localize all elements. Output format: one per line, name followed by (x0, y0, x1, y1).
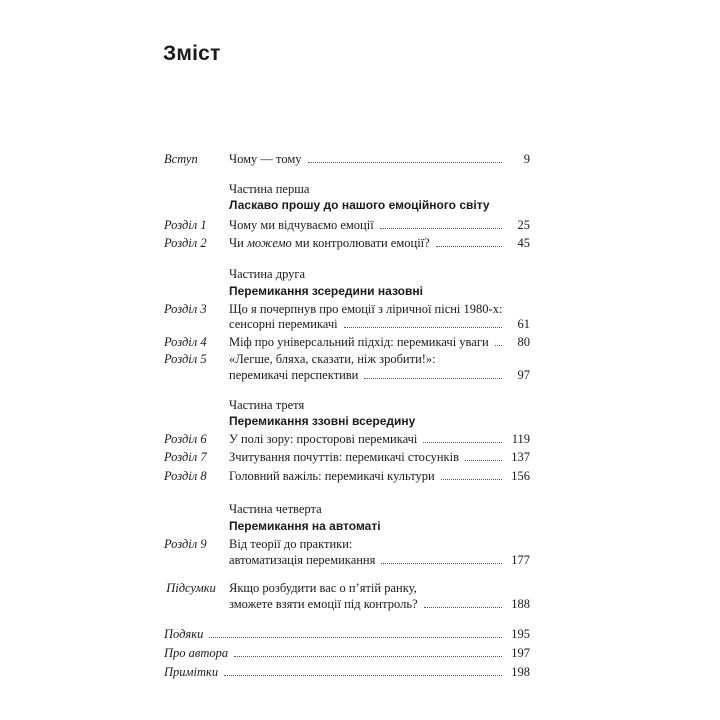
text-part: ми контролювати емоції? (291, 236, 430, 250)
dot-leader (465, 459, 502, 461)
toc-entry-text: перемикачі перспективи (229, 368, 359, 382)
part-title-4: Перемикання на автоматі (229, 519, 381, 533)
toc-label-notes: Примітки (164, 665, 219, 679)
page-number: 195 (511, 627, 530, 641)
toc-label-ch8: Розділ 8 (164, 469, 207, 483)
toc-entry-ch5-line1[interactable]: «Легше, бляха, сказати, ніж зробити!»: (229, 352, 436, 366)
dot-leader (495, 344, 502, 346)
toc-entry-text: автоматизація перемикання (229, 553, 376, 567)
toc-entry-text: Міф про універсальний підхід: перемикачі уваги (229, 335, 489, 349)
page-number: 137 (511, 450, 530, 464)
part-heading-4: Частина четверта (229, 502, 322, 516)
toc-label-ch1: Розділ 1 (164, 218, 207, 232)
dot-leader (308, 161, 502, 163)
dot-leader (424, 606, 502, 608)
toc-entry-ch8[interactable] (229, 469, 530, 484)
toc-label-summary: Підсумки (166, 581, 216, 595)
dot-leader (364, 377, 502, 379)
dot-leader (224, 674, 502, 676)
toc-entry-ch5[interactable] (229, 368, 530, 383)
toc-entry-text: зможете взяти емоції під контроль? (229, 597, 418, 611)
toc-label-intro: Вступ (164, 152, 198, 166)
toc-entry-ch1[interactable] (229, 218, 530, 233)
dot-leader (436, 245, 502, 247)
dot-leader (380, 227, 502, 229)
toc-label-ch2: Розділ 2 (164, 236, 207, 250)
part-heading-2: Частина друга (229, 267, 306, 281)
toc-entry-ch9[interactable] (229, 553, 530, 568)
page-number: 25 (517, 218, 530, 232)
toc-label-ch6: Розділ 6 (164, 432, 207, 446)
toc-label-ch5: Розділ 5 (164, 352, 207, 366)
toc-entry-text: Зчитування почуттів: перемикачі стосунків (229, 450, 460, 464)
dot-leader (381, 562, 502, 564)
page-number: 97 (517, 368, 530, 382)
toc-entry-summary[interactable] (229, 597, 530, 612)
part-heading-1: Частина перша (229, 182, 310, 196)
page-number: 45 (517, 236, 530, 250)
toc-label-ch3: Розділ 3 (164, 302, 207, 316)
page-number: 80 (517, 335, 530, 349)
toc-entry-summary-line1[interactable]: Якщо розбудити вас о п’ятій ранку, (229, 581, 417, 595)
text-part: Чи (229, 236, 247, 250)
toc-label-ch4: Розділ 4 (164, 335, 207, 349)
page-number: 61 (517, 317, 530, 331)
toc-entry-ch6[interactable] (229, 432, 530, 447)
dot-leader (423, 441, 502, 443)
dot-leader (441, 478, 502, 480)
toc-entry-ch2[interactable] (229, 236, 530, 251)
toc-entry-notes[interactable] (164, 665, 530, 680)
toc-entry-text: Головний важіль: перемикачі культури (229, 469, 435, 483)
toc-entry-ch4[interactable] (229, 335, 530, 350)
toc-entry-ch9-line1[interactable]: Від теорії до практики: (229, 537, 353, 551)
toc-entry-ch7[interactable] (229, 450, 530, 465)
page-number: 9 (523, 152, 530, 166)
toc-entry-text: У полі зору: просторові перемикачі (229, 432, 418, 446)
toc-entry-ch3-line1[interactable]: Що я почерпнув про емоції з ліричної пісні 1980-х: (229, 302, 503, 316)
toc-label-author: Про автора (164, 646, 229, 660)
part-title-1: Ласкаво прошу до нашого емоційного світу (229, 198, 490, 212)
page-number: 177 (511, 553, 530, 567)
toc-entry-text: сенсорні перемикачі (229, 317, 338, 331)
dot-leader (344, 326, 502, 328)
page-number: 198 (511, 665, 530, 679)
dot-leader (234, 655, 502, 657)
toc-entry-text (229, 236, 430, 251)
toc-entry-text: Чому — тому (229, 152, 302, 166)
page-number: 197 (511, 646, 530, 660)
page-title: Зміст (163, 42, 221, 65)
toc-label-ch7: Розділ 7 (164, 450, 207, 464)
toc-entry-author[interactable] (164, 646, 530, 661)
toc-entry-text: Чому ми відчуваємо емоції (229, 218, 374, 232)
page-number: 188 (511, 597, 530, 611)
toc-label-ch9: Розділ 9 (164, 537, 207, 551)
text-emphasis: можемо (246, 236, 292, 250)
page-number: 156 (511, 469, 530, 483)
page-number: 119 (511, 432, 530, 446)
part-heading-3: Частина третя (229, 398, 305, 412)
toc-entry-thanks[interactable] (164, 627, 530, 642)
part-title-2: Перемикання зсередини назовні (229, 284, 423, 298)
toc-label-thanks: Подяки (164, 627, 204, 641)
toc-entry-intro[interactable] (229, 152, 530, 167)
dot-leader (209, 636, 502, 638)
toc-entry-ch3[interactable] (229, 317, 530, 332)
part-title-3: Перемикання ззовні всередину (229, 414, 416, 428)
